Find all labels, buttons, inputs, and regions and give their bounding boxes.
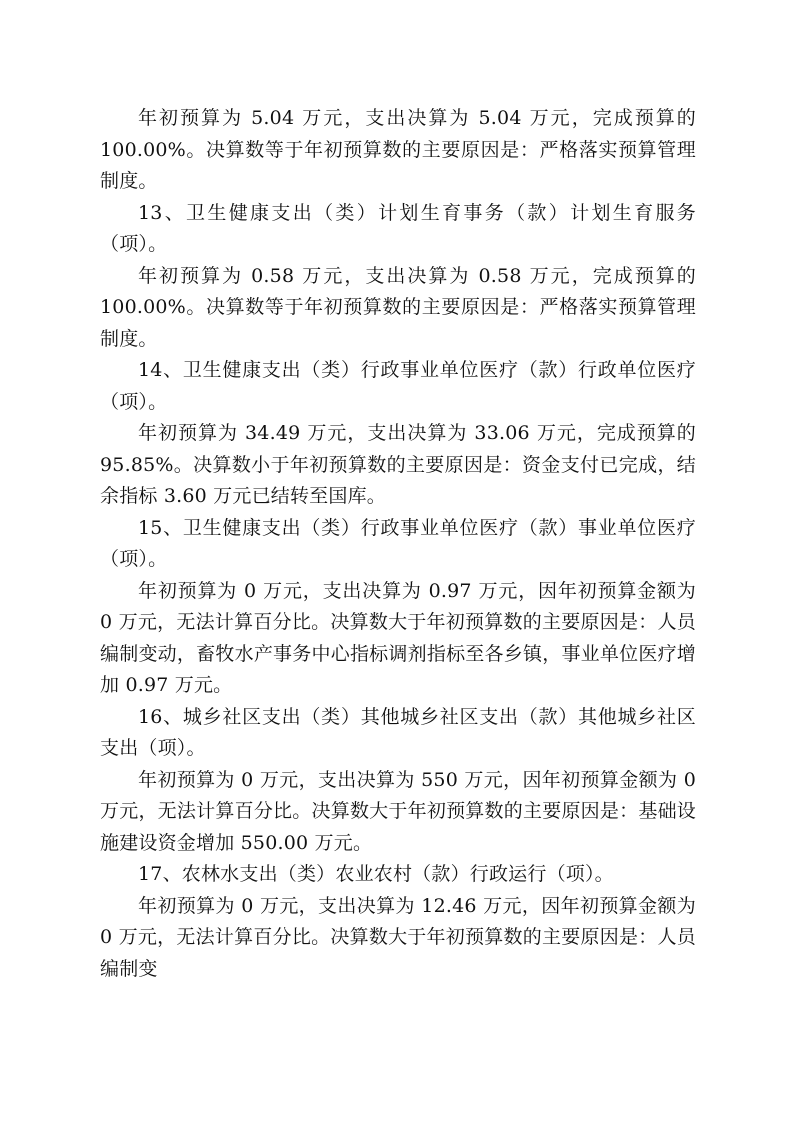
document-body xyxy=(100,103,696,985)
section-heading-13: 13、卫生健康支出（类）计划生育事务（款）计划生育服务（项）。 xyxy=(100,201,696,255)
budget-paragraph: 年初预算为 34.49 万元，支出决算为 33.06 万元，完成预算的 95.85%。决算数小于年初预算数的主要原因是：资金支付已完成，结余指标 3.60 万元已结转至国库。 xyxy=(100,422,696,507)
budget-paragraph: 年初预算为 0 万元，支出决算为 0.97 万元，因年初预算金额为 0 万元，无法计算百分比。决算数大于年初预算数的主要原因是：人员编制变动，畜牧水产事务中心指标调剂指标至各乡镇，事业单位医疗增加 0.97 万元。 xyxy=(100,579,696,696)
section-heading-15: 15、卫生健康支出（类）行政事业单位医疗（款）事业单位医疗（项）。 xyxy=(100,516,696,570)
budget-paragraph: 年初预算为 5.04 万元，支出决算为 5.04 万元，完成预算的 100.00%。决算数等于年初预算数的主要原因是：严格落实预算管理制度。 xyxy=(100,107,696,192)
budget-paragraph: 年初预算为 0.58 万元，支出决算为 0.58 万元，完成预算的 100.00%。决算数等于年初预算数的主要原因是：严格落实预算管理制度。 xyxy=(100,264,696,350)
budget-paragraph: 年初预算为 0 万元，支出决算为 12.46 万元，因年初预算金额为 0 万元，无法计算百分比。决算数大于年初预算数的主要原因是：人员编制变 xyxy=(100,894,696,980)
section-heading-16: 16、城乡社区支出（类）其他城乡社区支出（款）其他城乡社区支出（项）。 xyxy=(100,705,696,759)
section-heading-17: 17、农林水支出（类）农业农村（款）行政运行（项）。 xyxy=(138,863,614,885)
budget-paragraph: 年初预算为 0 万元，支出决算为 550 万元，因年初预算金额为 0 万元，无法计算百分比。决算数大于年初预算数的主要原因是：基础设施建设资金增加 550.00 万元。 xyxy=(100,768,696,854)
section-heading-14: 14、卫生健康支出（类）行政事业单位医疗（款）行政单位医疗（项）。 xyxy=(100,359,696,413)
